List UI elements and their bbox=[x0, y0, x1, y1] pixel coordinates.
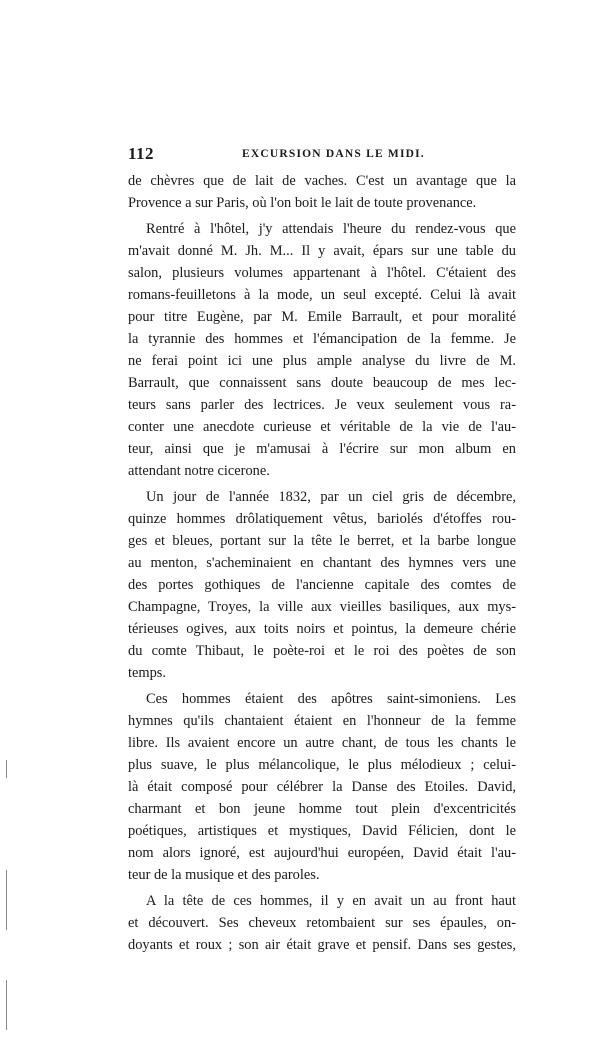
text-line: Ces hommes étaient des apôtres saint-simoniens. Les bbox=[146, 691, 516, 707]
page-edge-mark bbox=[6, 760, 7, 778]
text-line: Rentré à l'hôtel, j'y attendais l'heure du rendez-vous que bbox=[146, 221, 516, 237]
text-line: ges et bleues, portant sur la tête le berret, et la barbe longue bbox=[128, 533, 516, 549]
text-line: A la tête de ces hommes, il y en avait un au front haut bbox=[146, 893, 516, 909]
text-line: libre. Ils avaient encore un autre chant, de tous les chants le bbox=[128, 735, 516, 751]
page-number: 112 bbox=[128, 144, 155, 163]
text-line: la tyrannie des hommes et l'émancipation de la femme. Je bbox=[128, 331, 516, 347]
text-line: teur, ainsi que je m'amusai à l'écrire sur mon album en bbox=[128, 441, 516, 457]
page-edge-mark bbox=[6, 870, 7, 930]
text-line: quinze hommes drôlatiquement vêtus, bariolés d'étoffes rou- bbox=[128, 511, 516, 527]
text-line: temps. bbox=[128, 665, 166, 681]
page-edge-mark bbox=[6, 980, 7, 1030]
paragraph bbox=[128, 890, 516, 956]
paragraph bbox=[128, 218, 516, 482]
text-line: poétiques, artistiques et mystiques, David Félicien, dont le bbox=[128, 823, 516, 839]
text-line: salon, plusieurs volumes appartenant à l'hôtel. C'étaient des bbox=[128, 265, 516, 281]
text-line: de chèvres que de lait de vaches. C'est un avantage que la bbox=[128, 173, 516, 189]
text-line: hymnes qu'ils chantaient étaient en l'honneur de la femme bbox=[128, 713, 516, 729]
text-line: conter une anecdote curieuse et véritable de la vie de l'au- bbox=[128, 419, 516, 435]
text-line: térieuses ogives, aux toits noirs et pointus, la demeure chérie bbox=[128, 621, 516, 637]
text-line: nom alors ignoré, est aujourd'hui européen, David était l'au- bbox=[128, 845, 516, 861]
running-title: EXCURSION DANS LE MIDI. bbox=[242, 148, 425, 160]
text-line: teurs sans parler des lectrices. Je veux seulement vous ra- bbox=[128, 397, 516, 413]
text-line: et découvert. Ses cheveux retombaient sur ses épaules, on- bbox=[128, 915, 516, 931]
text-line: Barrault, que connaissent sans doute beaucoup de mes lec- bbox=[128, 375, 516, 391]
page-header bbox=[128, 144, 518, 164]
body-text bbox=[128, 170, 516, 960]
text-line: doyants et roux ; son air était grave et pensif. Dans ses gestes, bbox=[128, 937, 516, 953]
text-line: m'avait donné M. Jh. M... Il y avait, épars sur une table du bbox=[128, 243, 516, 259]
text-line: au menton, s'acheminaient en chantant des hymnes vers une bbox=[128, 555, 516, 571]
text-line: des portes gothiques de l'ancienne capitale des comtes de bbox=[128, 577, 516, 593]
text-line: Provence a sur Paris, où l'on boit le lait de toute provenance. bbox=[128, 195, 477, 211]
text-line: teur de la musique et des paroles. bbox=[128, 867, 320, 883]
text-line: Un jour de l'année 1832, par un ciel gris de décembre, bbox=[146, 489, 516, 505]
text-line: ne ferai point ici une plus ample analyse du livre de M. bbox=[128, 353, 516, 369]
text-line: pour titre Eugène, par M. Emile Barrault, et pour moralité bbox=[128, 309, 516, 325]
paragraph bbox=[128, 688, 516, 886]
text-line: romans-feuilletons à la mode, un seul excepté. Celui là avait bbox=[128, 287, 516, 303]
paragraph bbox=[128, 170, 516, 214]
text-line: du comte Thibaut, le poète-roi et le roi des poètes de son bbox=[128, 643, 516, 659]
text-line: attendant notre cicerone. bbox=[128, 463, 270, 479]
text-line: là était composé pour célébrer la Danse des Etoiles. David, bbox=[128, 779, 516, 795]
text-line: charmant et bon jeune homme tout plein d'excentricités bbox=[128, 801, 516, 817]
paragraph bbox=[128, 486, 516, 684]
text-line: plus suave, le plus mélancolique, le plus mélodieux ; celui- bbox=[128, 757, 516, 773]
text-line: Champagne, Troyes, la ville aux vieilles basiliques, aux mys- bbox=[128, 599, 516, 615]
